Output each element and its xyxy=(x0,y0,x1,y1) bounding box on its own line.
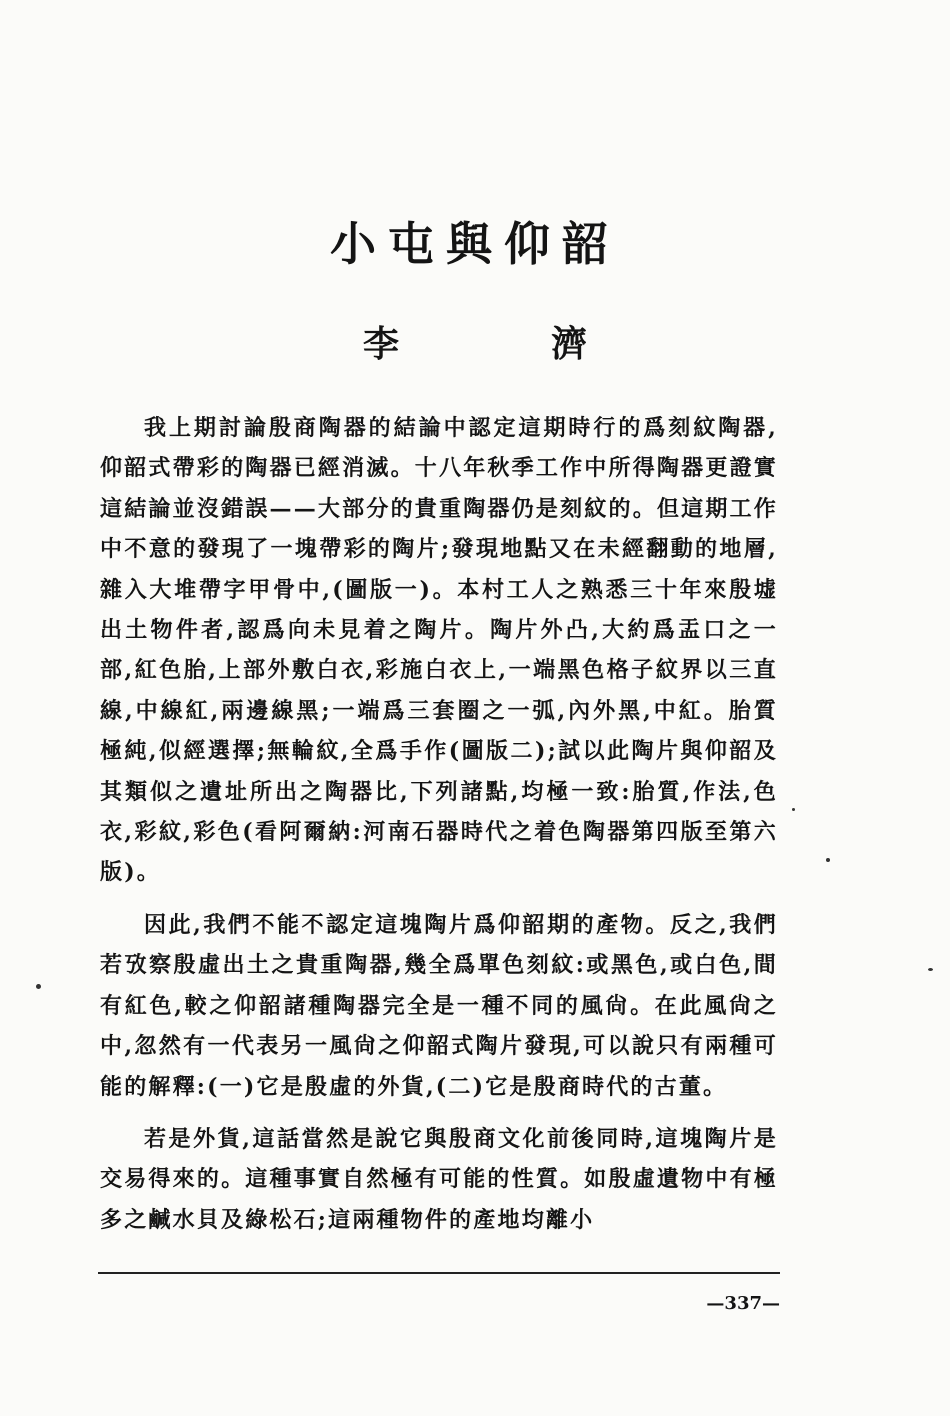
article-title: 小屯與仰韶 xyxy=(330,217,620,271)
paragraph-3: 若是外貨,這話當然是說它與殷商文化前後同時,這塊陶片是交易得來的。這種事實自然極有可能的性質。如殷虛遺物中有極多之鹹水貝及綠松石;這兩種物件的產地均離小 xyxy=(100,1125,778,1233)
paragraph-1: 我上期討論殷商陶器的結論中認定這期時行的爲刻紋陶器,仰韶式帶彩的陶器已經消滅。十八年秋季工作中所得陶器更證實這結論並沒錯誤——大部分的貴重陶器仍是刻紋的。但這期工作中不意的發現了一塊帶彩的陶片;發現地點又在未經翻動的地層,雜入大堆帶字甲骨中,(圖版一)。本村工人之熟悉三十年來殷墟出土物件者,認爲向未見着之陶片。陶片外凸,大約爲盂口之一部,紅色胎,上部外敷白衣,彩施白衣上,一端黑色格子紋界以三直線,中線紅,兩邊線黑;一端爲三套圈之一弧,內外黑,中紅。胎質極純,似經選擇;無輪紋,全爲手作(圖版二);試以此陶片與仰韶及其類似之遺址所出之陶器比,下列諸點,均極一致:胎質,作法,色衣,彩紋,彩色(看阿爾納:河南石器時代之着色陶器第四版至第六版)。 xyxy=(100,415,778,886)
scan-speck xyxy=(36,984,41,989)
article-author: 李 濟 xyxy=(362,323,645,365)
scan-speck xyxy=(792,808,795,811)
paragraph-2: 因此,我們不能不認定這塊陶片爲仰韶期的產物。反之,我們若攷察殷虛出土之貴重陶器,幾全爲單色刻紋:或黑色,或白色,間有紅色,較之仰韶諸種陶器完全是一種不同的風尙。在此風尙之中,忽然有一代表另一風尙之仰韶式陶片發現,可以說只有兩種可能的解釋:(一)它是殷虛的外貨,(二)它是殷商時代的古董。 xyxy=(100,911,778,1100)
scan-speck xyxy=(928,968,933,971)
article-body xyxy=(100,408,778,1240)
page-number: —337— xyxy=(706,1293,780,1314)
scan-speck xyxy=(826,858,830,862)
footer-rule xyxy=(98,1272,780,1274)
